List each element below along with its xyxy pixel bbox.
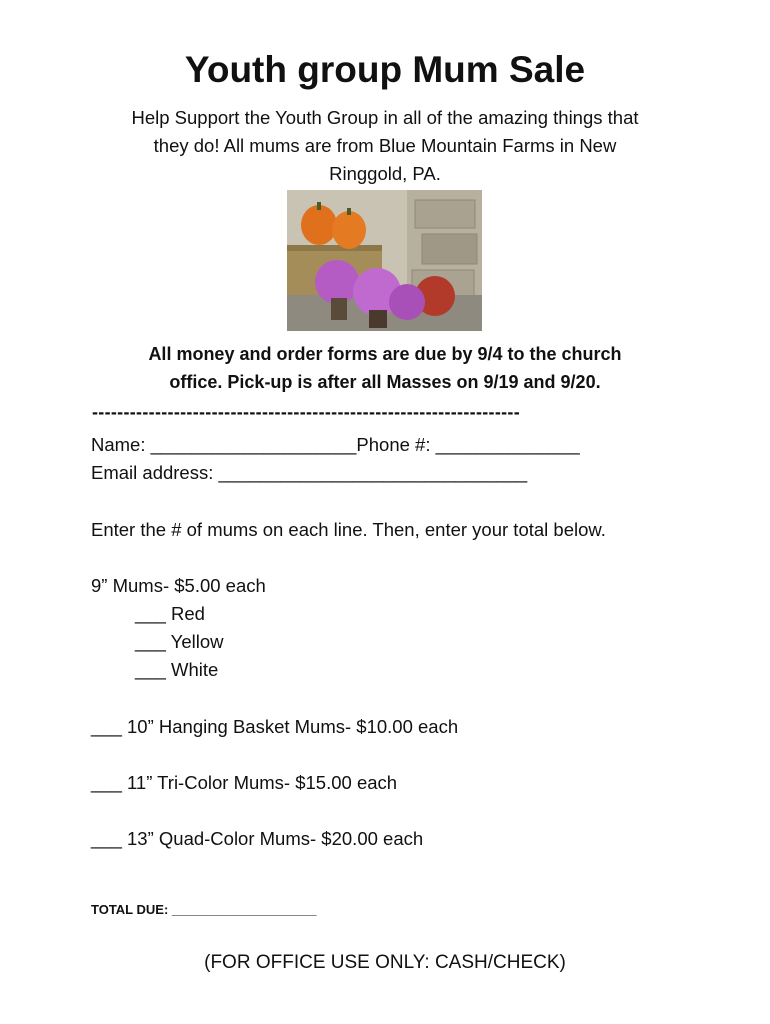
intro-line-3: Ringgold, PA. xyxy=(329,163,441,184)
flower-pot xyxy=(331,298,347,320)
hanging-basket-mums-line[interactable]: ___ 10” Hanging Basket Mums- $10.00 each xyxy=(91,716,459,737)
tri-color-mums-line[interactable]: ___ 11” Tri-Color Mums- $15.00 each xyxy=(91,772,398,793)
cut-line-divider: -------------------------------------------------------------------- xyxy=(92,402,521,422)
deadline-notice xyxy=(90,340,680,396)
page-title: Youth group Mum Sale xyxy=(184,49,586,90)
hay-bale-edge xyxy=(287,245,382,251)
flower-pot xyxy=(369,310,387,328)
intro-line-1: Help Support the Youth Group in all of the amazing things that xyxy=(131,107,639,128)
intro-line-2: they do! All mums are from Blue Mountain Farms in New xyxy=(153,135,617,156)
stone-block xyxy=(415,200,475,228)
total-due-field[interactable]: TOTAL DUE: ____________________ xyxy=(91,902,317,917)
notice-line-2: office. Pick-up is after all Masses on 9/19 and 9/20. xyxy=(169,372,601,392)
email-field[interactable]: Email address: ______________________________ xyxy=(91,462,528,483)
intro-paragraph xyxy=(90,104,680,188)
pumpkin xyxy=(301,205,337,245)
name-phone-field[interactable]: Name: ____________________Phone #: ______________ xyxy=(91,434,580,455)
yellow-mums-line[interactable]: ___ Yellow xyxy=(135,631,224,652)
stone-block xyxy=(422,234,477,264)
purple-mum xyxy=(389,284,425,320)
pumpkins-and-mums-photo xyxy=(287,190,482,331)
pumpkin xyxy=(332,211,366,249)
white-mums-line[interactable]: ___ White xyxy=(135,659,219,680)
pumpkin-stem xyxy=(317,202,321,210)
nine-inch-mums-header: 9” Mums- $5.00 each xyxy=(91,575,266,596)
purple-mum xyxy=(315,260,359,304)
red-mums-line[interactable]: ___ Red xyxy=(135,603,205,624)
photo-illustration xyxy=(287,190,482,331)
instructions-text: Enter the # of mums on each line. Then, enter your total below. xyxy=(91,519,606,540)
quad-color-mums-line[interactable]: ___ 13” Quad-Color Mums- $20.00 each xyxy=(91,828,424,849)
pumpkin-stem xyxy=(347,208,351,215)
notice-line-1: All money and order forms are due by 9/4 to the church xyxy=(148,344,622,364)
office-use-note: (FOR OFFICE USE ONLY: CASH/CHECK) xyxy=(204,952,566,973)
